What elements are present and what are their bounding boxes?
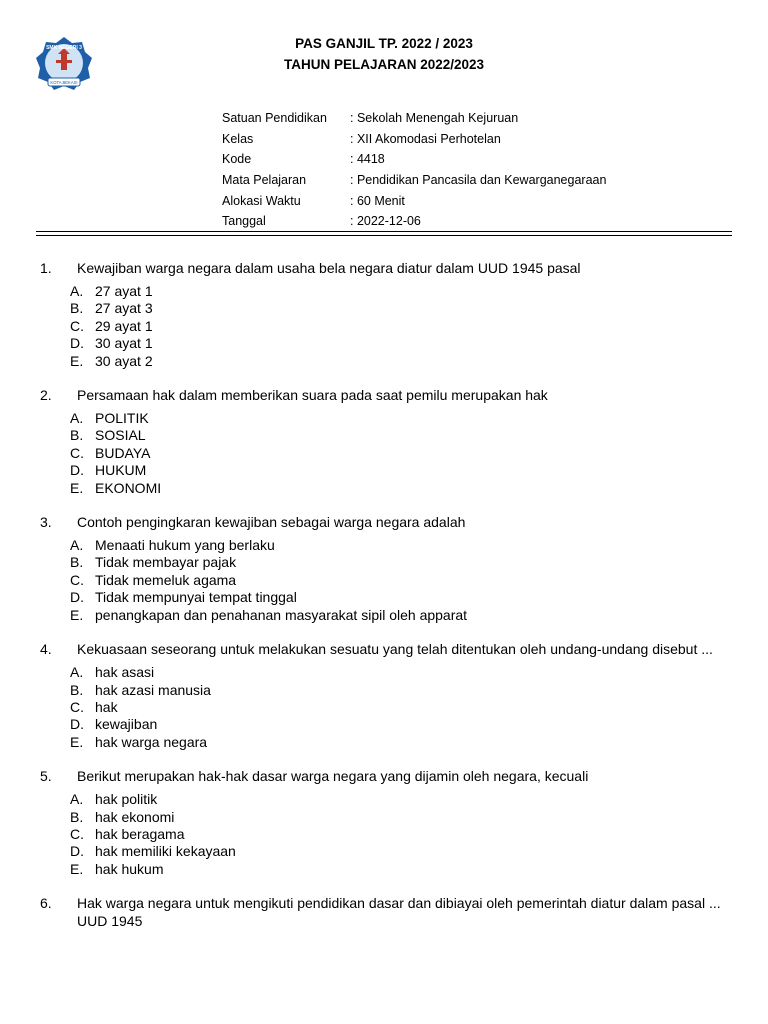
option-letter: D. bbox=[70, 462, 84, 479]
header-divider-bottom bbox=[36, 235, 732, 236]
answer-option bbox=[70, 809, 730, 826]
logo-bottom-text: KOTA BEKASI bbox=[50, 80, 78, 85]
option-letter: B. bbox=[70, 681, 84, 698]
option-text: 30 ayat 1 bbox=[95, 335, 153, 352]
answer-options bbox=[40, 283, 730, 370]
info-value: : 4418 bbox=[350, 152, 385, 167]
info-value: : Pendidikan Pancasila dan Kewarganegaraan bbox=[350, 173, 607, 188]
info-row bbox=[222, 129, 650, 150]
answer-option bbox=[70, 353, 730, 370]
answer-option bbox=[70, 318, 730, 335]
answer-option bbox=[70, 589, 730, 606]
question-text: Kekuasaan seseorang untuk melakukan sesuatu yang telah ditentukan oleh undang-undang disebut ... bbox=[77, 641, 713, 658]
option-letter: C. bbox=[70, 571, 84, 588]
exam-info-table bbox=[222, 108, 650, 232]
answer-option bbox=[70, 826, 730, 843]
academic-year-title: TAHUN PELAJARAN 2022/2023 bbox=[283, 57, 485, 72]
option-text: hak memiliki kekayaan bbox=[95, 843, 236, 860]
question-item bbox=[40, 767, 730, 878]
answer-options bbox=[40, 537, 730, 624]
answer-option bbox=[70, 607, 730, 624]
answer-option bbox=[70, 445, 730, 462]
answer-option bbox=[70, 716, 730, 733]
question-row bbox=[40, 513, 730, 531]
question-item bbox=[40, 640, 730, 751]
info-value: : 60 Menit bbox=[350, 193, 405, 208]
option-text: hak politik bbox=[95, 791, 158, 808]
option-text: 27 ayat 3 bbox=[95, 300, 153, 317]
option-letter: E. bbox=[70, 860, 84, 877]
question-text: Contoh pengingkaran kewajiban sebagai warga negara adalah bbox=[77, 514, 466, 531]
question-number: 5. bbox=[40, 768, 52, 785]
info-row bbox=[222, 170, 650, 191]
option-text: Tidak memeluk agama bbox=[95, 571, 237, 588]
answer-option bbox=[70, 480, 730, 497]
option-letter: A. bbox=[70, 537, 84, 554]
option-text: hak ekonomi bbox=[95, 808, 175, 825]
option-letter: E. bbox=[70, 733, 84, 750]
question-item bbox=[40, 894, 730, 930]
option-text: 30 ayat 2 bbox=[95, 352, 153, 369]
question-row bbox=[40, 259, 730, 277]
info-value: : Sekolah Menengah Kejuruan bbox=[350, 111, 519, 125]
answer-option bbox=[70, 682, 730, 699]
question-number: 3. bbox=[40, 514, 52, 531]
question-list bbox=[40, 259, 730, 946]
option-letter: B. bbox=[70, 554, 84, 571]
option-letter: C. bbox=[70, 698, 84, 715]
question-text: Persamaan hak dalam memberikan suara pada saat pemilu merupakan hak bbox=[77, 387, 548, 404]
answer-option bbox=[70, 335, 730, 352]
header-divider-top bbox=[36, 231, 732, 232]
question-item bbox=[40, 386, 730, 497]
question-row bbox=[40, 767, 730, 785]
question-number: 6. bbox=[40, 895, 52, 912]
option-letter: A. bbox=[70, 791, 84, 808]
answer-options bbox=[40, 664, 730, 751]
answer-option bbox=[70, 283, 730, 300]
info-row bbox=[222, 191, 650, 212]
answer-options bbox=[40, 410, 730, 497]
question-row bbox=[40, 640, 730, 658]
option-text: BUDAYA bbox=[95, 444, 151, 461]
info-label: Tanggal bbox=[222, 214, 266, 229]
option-letter: B. bbox=[70, 427, 84, 444]
answer-option bbox=[70, 843, 730, 860]
option-letter: A. bbox=[70, 410, 84, 427]
info-label: Alokasi Waktu bbox=[222, 193, 301, 208]
option-letter: B. bbox=[70, 808, 84, 825]
option-text: EKONOMI bbox=[95, 479, 162, 496]
answer-option bbox=[70, 861, 730, 878]
question-text: Berikut merupakan hak-hak dasar warga negara yang dijamin oleh negara, kecuali bbox=[77, 768, 589, 785]
option-letter: C. bbox=[70, 825, 84, 842]
question-row bbox=[40, 894, 730, 930]
option-text: hak beragama bbox=[95, 825, 185, 842]
option-letter: B. bbox=[70, 300, 84, 317]
option-letter: D. bbox=[70, 716, 84, 733]
option-letter: D. bbox=[70, 335, 84, 352]
info-row bbox=[222, 211, 650, 232]
info-row bbox=[222, 108, 650, 129]
info-label: Kode bbox=[222, 152, 252, 167]
option-letter: A. bbox=[70, 283, 84, 299]
answer-option bbox=[70, 537, 730, 554]
info-label: Mata Pelajaran bbox=[222, 173, 307, 188]
question-number: 2. bbox=[40, 387, 52, 404]
question-number: 4. bbox=[40, 641, 52, 658]
option-text: 29 ayat 1 bbox=[95, 317, 153, 334]
option-text: HUKUM bbox=[95, 462, 147, 479]
option-text: hak hukum bbox=[95, 860, 164, 877]
answer-option bbox=[70, 734, 730, 751]
answer-options bbox=[40, 791, 730, 878]
option-letter: E. bbox=[70, 352, 84, 369]
logo-top-text: SMK NEGERI 3 bbox=[46, 45, 82, 51]
option-letter: D. bbox=[70, 589, 84, 606]
option-text: hak bbox=[95, 698, 118, 715]
answer-option bbox=[70, 300, 730, 317]
info-value: : XII Akomodasi Perhotelan bbox=[350, 131, 501, 146]
option-letter: E. bbox=[70, 606, 84, 623]
answer-option bbox=[70, 462, 730, 479]
option-text: hak azasi manusia bbox=[95, 681, 211, 698]
question-text: Kewajiban warga negara dalam usaha bela negara diatur dalam UUD 1945 pasal bbox=[77, 260, 581, 276]
option-text: kewajiban bbox=[95, 716, 158, 733]
option-text: POLITIK bbox=[95, 410, 149, 427]
info-label: Satuan Pendidikan bbox=[222, 111, 327, 125]
answer-option bbox=[70, 791, 730, 808]
info-label: Kelas bbox=[222, 131, 254, 146]
option-text: Menaati hukum yang berlaku bbox=[95, 537, 275, 554]
question-number: 1. bbox=[40, 260, 52, 276]
answer-option bbox=[70, 410, 730, 427]
option-text: Tidak membayar pajak bbox=[95, 554, 237, 571]
answer-option bbox=[70, 554, 730, 571]
option-text: penangkapan dan penahanan masyarakat sipil oleh apparat bbox=[95, 606, 468, 623]
question-row bbox=[40, 386, 730, 404]
option-text: SOSIAL bbox=[95, 427, 146, 444]
answer-option bbox=[70, 572, 730, 589]
info-row bbox=[222, 149, 650, 170]
option-letter: C. bbox=[70, 444, 84, 461]
question-item bbox=[40, 513, 730, 624]
question-text: Hak warga negara untuk mengikuti pendidikan dasar dan dibiayai oleh pemerintah diatur dalam pasal ... UUD 1945 bbox=[77, 895, 721, 930]
option-text: hak asasi bbox=[95, 664, 155, 681]
option-letter: D. bbox=[70, 843, 84, 860]
info-value: : 2022-12-06 bbox=[350, 214, 421, 229]
option-letter: C. bbox=[70, 317, 84, 334]
answer-option bbox=[70, 427, 730, 444]
option-text: 27 ayat 1 bbox=[95, 283, 153, 299]
exam-title: PAS GANJIL TP. 2022 / 2023 bbox=[295, 36, 473, 51]
answer-option bbox=[70, 664, 730, 681]
option-letter: E. bbox=[70, 479, 84, 496]
option-letter: A. bbox=[70, 664, 84, 681]
option-text: Tidak mempunyai tempat tinggal bbox=[95, 589, 297, 606]
question-item bbox=[40, 259, 730, 370]
answer-option bbox=[70, 699, 730, 716]
option-text: hak warga negara bbox=[95, 733, 208, 750]
